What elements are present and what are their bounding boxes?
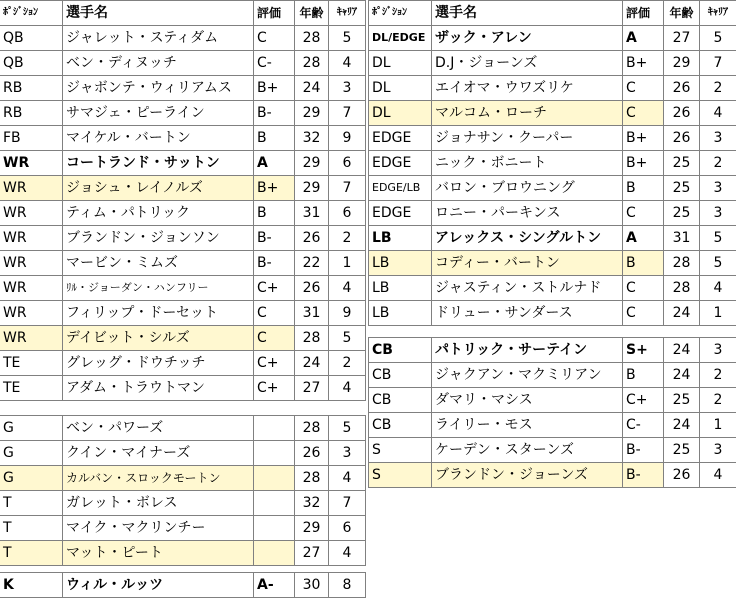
table-row xyxy=(0,326,366,351)
position-cell: T xyxy=(0,491,63,516)
position-cell: K xyxy=(0,573,63,598)
grade-cell: C xyxy=(623,276,664,301)
table-row xyxy=(369,201,736,226)
age-cell: 31 xyxy=(295,201,329,226)
grade-cell: A xyxy=(623,26,664,51)
table-row xyxy=(369,301,736,326)
grade-cell: A xyxy=(254,151,295,176)
position-cell: WR xyxy=(0,326,63,351)
career-cell: 2 xyxy=(700,388,736,413)
position-cell: LB xyxy=(369,276,432,301)
table-row xyxy=(0,51,366,76)
career-cell: 4 xyxy=(700,101,736,126)
grade-cell: B+ xyxy=(623,151,664,176)
grade-cell: B- xyxy=(623,463,664,488)
header-name: 選手名 xyxy=(432,1,623,26)
position-cell: CB xyxy=(369,413,432,438)
table-row xyxy=(369,438,736,463)
career-cell: 2 xyxy=(700,151,736,176)
age-cell: 28 xyxy=(664,251,700,276)
grade-cell: C xyxy=(623,201,664,226)
header-age: 年齢 xyxy=(295,1,329,26)
age-cell: 27 xyxy=(664,26,700,51)
position-cell: T xyxy=(0,516,63,541)
player-name-cell: マット・ピート xyxy=(63,541,254,566)
career-cell: 5 xyxy=(329,416,366,441)
position-cell: CB xyxy=(369,338,432,363)
career-cell: 6 xyxy=(329,151,366,176)
career-cell: 5 xyxy=(700,26,736,51)
career-cell: 4 xyxy=(329,466,366,491)
age-cell: 24 xyxy=(664,301,700,326)
header-name: 選手名 xyxy=(63,1,254,26)
career-cell: 4 xyxy=(329,541,366,566)
age-cell: 24 xyxy=(664,363,700,388)
age-cell: 28 xyxy=(295,326,329,351)
career-cell: 2 xyxy=(329,351,366,376)
age-cell: 26 xyxy=(664,463,700,488)
table-row xyxy=(0,151,366,176)
player-name-cell: マルコム・ローチ xyxy=(432,101,623,126)
career-cell: 3 xyxy=(700,176,736,201)
age-cell: 28 xyxy=(664,276,700,301)
player-name-cell: コディー・バートン xyxy=(432,251,623,276)
career-cell: 3 xyxy=(329,441,366,466)
player-name-cell: ジャクアン・マクミリアン xyxy=(432,363,623,388)
player-name-cell: ケーデン・スターンズ xyxy=(432,438,623,463)
position-cell: TE xyxy=(0,351,63,376)
table-row xyxy=(369,151,736,176)
position-cell: EDGE xyxy=(369,201,432,226)
grade-cell: B xyxy=(623,251,664,276)
position-cell: DL/EDGE xyxy=(369,26,432,51)
grade-cell: B+ xyxy=(254,176,295,201)
table-row xyxy=(369,76,736,101)
grade-cell xyxy=(254,541,295,566)
table-row xyxy=(0,126,366,151)
position-cell: CB xyxy=(369,388,432,413)
career-cell: 3 xyxy=(700,201,736,226)
age-cell: 28 xyxy=(295,26,329,51)
position-cell: WR xyxy=(0,151,63,176)
age-cell: 29 xyxy=(295,101,329,126)
grade-cell: C xyxy=(254,326,295,351)
age-cell: 29 xyxy=(295,516,329,541)
position-cell: TE xyxy=(0,376,63,401)
table-row xyxy=(369,463,736,488)
career-cell: 6 xyxy=(329,201,366,226)
age-cell: 29 xyxy=(295,151,329,176)
career-cell: 7 xyxy=(700,51,736,76)
age-cell: 24 xyxy=(295,76,329,101)
grade-cell: C+ xyxy=(254,276,295,301)
player-name-cell: ライリー・モス xyxy=(432,413,623,438)
table-row xyxy=(369,26,736,51)
career-cell: 1 xyxy=(700,413,736,438)
position-cell: LB xyxy=(369,226,432,251)
player-name-cell: ベン・パワーズ xyxy=(63,416,254,441)
age-cell: 25 xyxy=(664,438,700,463)
player-name-cell: ティム・パトリック xyxy=(63,201,254,226)
age-cell: 22 xyxy=(295,251,329,276)
age-cell: 26 xyxy=(295,276,329,301)
career-cell: 5 xyxy=(329,326,366,351)
age-cell: 25 xyxy=(664,201,700,226)
age-cell: 25 xyxy=(664,151,700,176)
grade-cell: B+ xyxy=(254,76,295,101)
player-name-cell: マービン・ミムズ xyxy=(63,251,254,276)
position-cell: EDGE xyxy=(369,151,432,176)
position-cell: WR xyxy=(0,226,63,251)
table-row xyxy=(369,388,736,413)
career-cell: 2 xyxy=(700,76,736,101)
career-cell: 7 xyxy=(329,101,366,126)
position-cell: DL xyxy=(369,76,432,101)
grade-cell: C xyxy=(623,301,664,326)
table-row xyxy=(0,276,366,301)
kicker-table xyxy=(0,572,366,598)
player-name-cell: デイビット・シルズ xyxy=(63,326,254,351)
career-cell: 1 xyxy=(329,251,366,276)
player-name-cell: パトリック・サーテイン xyxy=(432,338,623,363)
grade-cell: C xyxy=(254,26,295,51)
position-cell: S xyxy=(369,438,432,463)
player-name-cell: D.J・ジョーンズ xyxy=(432,51,623,76)
career-cell: 4 xyxy=(329,51,366,76)
position-cell: G xyxy=(0,416,63,441)
grade-cell xyxy=(254,516,295,541)
player-name-cell: ベン・ディヌッチ xyxy=(63,51,254,76)
age-cell: 29 xyxy=(664,51,700,76)
table-row xyxy=(0,416,366,441)
age-cell: 31 xyxy=(295,301,329,326)
position-cell: LB xyxy=(369,251,432,276)
position-cell: WR xyxy=(0,251,63,276)
header-career: ｷｬﾘｱ xyxy=(329,1,366,26)
table-row xyxy=(0,101,366,126)
grade-cell: S+ xyxy=(623,338,664,363)
table-row xyxy=(369,251,736,276)
player-name-cell: マイケル・バートン xyxy=(63,126,254,151)
position-cell: QB xyxy=(0,26,63,51)
grade-cell: B- xyxy=(254,101,295,126)
table-row xyxy=(0,351,366,376)
player-name-cell: ﾘﾙ・ジョーダン・ハンフリー xyxy=(63,276,254,301)
header-grade: 評価 xyxy=(623,1,664,26)
header-row xyxy=(369,1,736,26)
table-row xyxy=(0,573,366,598)
player-name-cell: クイン・マイナーズ xyxy=(63,441,254,466)
table-row xyxy=(0,376,366,401)
career-cell: 3 xyxy=(700,126,736,151)
defense-front-table xyxy=(368,0,736,326)
position-cell: S xyxy=(369,463,432,488)
career-cell: 7 xyxy=(329,491,366,516)
career-cell: 9 xyxy=(329,126,366,151)
table-row xyxy=(369,413,736,438)
position-cell: FB xyxy=(0,126,63,151)
age-cell: 28 xyxy=(295,466,329,491)
career-cell: 5 xyxy=(700,226,736,251)
position-cell: T xyxy=(0,541,63,566)
grade-cell: B xyxy=(623,363,664,388)
header-age: 年齢 xyxy=(664,1,700,26)
table-row xyxy=(0,541,366,566)
player-name-cell: ジャスティン・ストルナド xyxy=(432,276,623,301)
career-cell: 4 xyxy=(329,376,366,401)
age-cell: 24 xyxy=(664,338,700,363)
age-cell: 26 xyxy=(664,101,700,126)
grade-cell: B xyxy=(254,126,295,151)
career-cell: 5 xyxy=(329,26,366,51)
career-cell: 9 xyxy=(329,301,366,326)
grade-cell: B+ xyxy=(623,51,664,76)
offensive-line-table xyxy=(0,415,366,566)
player-name-cell: アレックス・シングルトン xyxy=(432,226,623,251)
grade-cell: B+ xyxy=(623,126,664,151)
career-cell: 8 xyxy=(329,573,366,598)
player-name-cell: ダマリ・マシス xyxy=(432,388,623,413)
player-name-cell: エイオマ・ウワズリケ xyxy=(432,76,623,101)
offense-table xyxy=(0,0,366,401)
position-cell: RB xyxy=(0,101,63,126)
player-name-cell: ガレット・ボレス xyxy=(63,491,254,516)
player-name-cell: コートランド・サットン xyxy=(63,151,254,176)
grade-cell: C+ xyxy=(623,388,664,413)
career-cell: 4 xyxy=(700,463,736,488)
player-name-cell: サマジェ・ピーライン xyxy=(63,101,254,126)
table-row xyxy=(369,51,736,76)
player-name-cell: ブランドン・ジョーンズ xyxy=(432,463,623,488)
age-cell: 28 xyxy=(295,51,329,76)
table-row xyxy=(0,466,366,491)
career-cell: 6 xyxy=(329,516,366,541)
age-cell: 27 xyxy=(295,376,329,401)
player-name-cell: グレッグ・ドウチッチ xyxy=(63,351,254,376)
grade-cell xyxy=(254,491,295,516)
secondary-table xyxy=(368,337,736,488)
player-name-cell: フィリップ・ドーセット xyxy=(63,301,254,326)
player-name-cell: ジョナサン・クーパー xyxy=(432,126,623,151)
table-row xyxy=(0,516,366,541)
grade-cell xyxy=(254,466,295,491)
position-cell: G xyxy=(0,466,63,491)
header-row xyxy=(0,1,366,26)
table-row xyxy=(0,226,366,251)
grade-cell xyxy=(254,441,295,466)
age-cell: 30 xyxy=(295,573,329,598)
table-row xyxy=(369,363,736,388)
header-position: ﾎﾟｼﾞｼｮﾝ xyxy=(369,1,432,26)
career-cell: 4 xyxy=(700,276,736,301)
age-cell: 26 xyxy=(664,126,700,151)
position-cell: RB xyxy=(0,76,63,101)
career-cell: 3 xyxy=(700,338,736,363)
age-cell: 26 xyxy=(664,76,700,101)
player-name-cell: ロニー・パーキンス xyxy=(432,201,623,226)
age-cell: 28 xyxy=(295,416,329,441)
player-name-cell: カルバン・スロックモートン xyxy=(63,466,254,491)
grade-cell: A xyxy=(623,226,664,251)
position-cell: WR xyxy=(0,276,63,301)
grade-cell: C xyxy=(623,76,664,101)
grade-cell: C- xyxy=(254,51,295,76)
table-row xyxy=(0,251,366,276)
grade-cell: A- xyxy=(254,573,295,598)
header-position: ﾎﾟｼﾞｼｮﾝ xyxy=(0,1,63,26)
position-cell: DL xyxy=(369,51,432,76)
player-name-cell: ブランドン・ジョンソン xyxy=(63,226,254,251)
grade-cell xyxy=(254,416,295,441)
age-cell: 24 xyxy=(664,413,700,438)
table-row xyxy=(0,301,366,326)
player-name-cell: ニック・ボニート xyxy=(432,151,623,176)
grade-cell: B xyxy=(623,176,664,201)
table-row xyxy=(369,126,736,151)
position-cell: QB xyxy=(0,51,63,76)
grade-cell: C- xyxy=(623,413,664,438)
player-name-cell: ジョシュ・レイノルズ xyxy=(63,176,254,201)
age-cell: 24 xyxy=(295,351,329,376)
position-cell: EDGE xyxy=(369,126,432,151)
header-career: ｷｬﾘｱ xyxy=(700,1,736,26)
table-row xyxy=(369,176,736,201)
grade-cell: C xyxy=(623,101,664,126)
age-cell: 31 xyxy=(664,226,700,251)
header-grade: 評価 xyxy=(254,1,295,26)
table-row xyxy=(369,101,736,126)
age-cell: 25 xyxy=(664,176,700,201)
player-name-cell: ザック・アレン xyxy=(432,26,623,51)
table-row xyxy=(0,26,366,51)
table-row xyxy=(369,276,736,301)
table-row xyxy=(0,176,366,201)
player-name-cell: バロン・ブロウニング xyxy=(432,176,623,201)
position-cell: G xyxy=(0,441,63,466)
career-cell: 1 xyxy=(700,301,736,326)
table-row xyxy=(0,441,366,466)
grade-cell: B xyxy=(254,201,295,226)
position-cell: WR xyxy=(0,301,63,326)
position-cell: WR xyxy=(0,201,63,226)
position-cell: EDGE/LB xyxy=(369,176,432,201)
grade-cell: C xyxy=(254,301,295,326)
table-row xyxy=(0,491,366,516)
grade-cell: B- xyxy=(254,226,295,251)
player-name-cell: ドリュー・サンダース xyxy=(432,301,623,326)
player-name-cell: ジャボンテ・ウィリアムス xyxy=(63,76,254,101)
age-cell: 26 xyxy=(295,441,329,466)
career-cell: 2 xyxy=(329,226,366,251)
player-name-cell: ウィル・ルッツ xyxy=(63,573,254,598)
grade-cell: B- xyxy=(623,438,664,463)
career-cell: 3 xyxy=(700,438,736,463)
age-cell: 26 xyxy=(295,226,329,251)
table-row xyxy=(0,76,366,101)
career-cell: 2 xyxy=(700,363,736,388)
career-cell: 7 xyxy=(329,176,366,201)
position-cell: WR xyxy=(0,176,63,201)
age-cell: 29 xyxy=(295,176,329,201)
career-cell: 3 xyxy=(329,76,366,101)
player-name-cell: マイク・マクリンチー xyxy=(63,516,254,541)
player-name-cell: アダム・トラウトマン xyxy=(63,376,254,401)
position-cell: DL xyxy=(369,101,432,126)
grade-cell: B- xyxy=(254,251,295,276)
career-cell: 5 xyxy=(700,251,736,276)
table-row xyxy=(369,226,736,251)
career-cell: 4 xyxy=(329,276,366,301)
table-row xyxy=(0,201,366,226)
age-cell: 32 xyxy=(295,491,329,516)
position-cell: LB xyxy=(369,301,432,326)
grade-cell: C+ xyxy=(254,376,295,401)
age-cell: 27 xyxy=(295,541,329,566)
player-name-cell: ジャレット・スティダム xyxy=(63,26,254,51)
position-cell: CB xyxy=(369,363,432,388)
age-cell: 32 xyxy=(295,126,329,151)
table-row xyxy=(369,338,736,363)
age-cell: 25 xyxy=(664,388,700,413)
grade-cell: C+ xyxy=(254,351,295,376)
